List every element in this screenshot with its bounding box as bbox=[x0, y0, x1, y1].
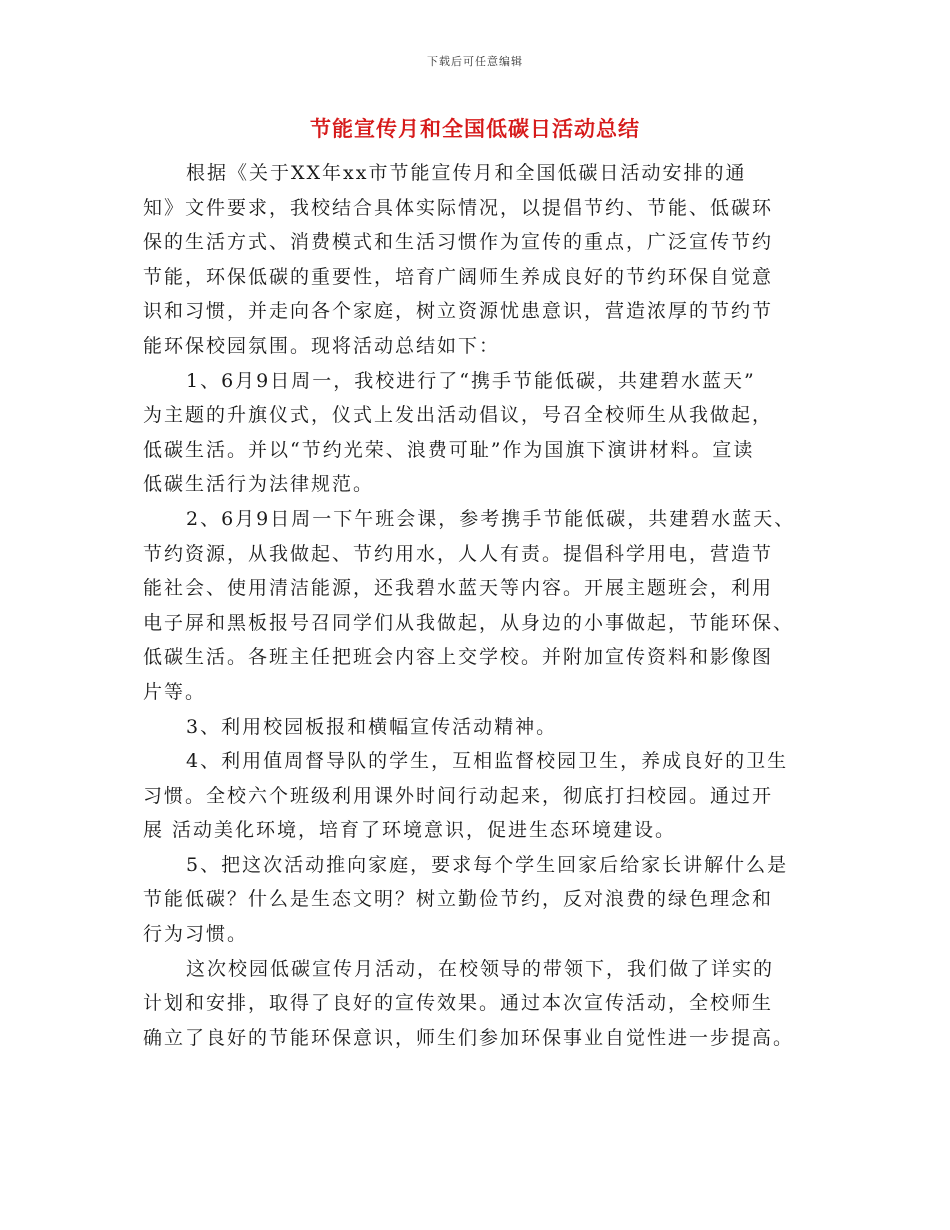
text-line: 行为习惯。 bbox=[143, 923, 249, 946]
text-line: 低碳生活。各班主任把班会内容上交学校。并附加宣传资料和影像图 bbox=[143, 646, 774, 669]
document-title: 节能宣传月和全国低碳日活动总结 bbox=[310, 116, 640, 141]
text-line: 节能，环保低碳的重要性，培育广阔师生养成良好的节约环保自觉意 bbox=[143, 265, 774, 288]
text-line: 计划和安排，取得了良好的宣传效果。通过本次宣传活动，全校师生 bbox=[143, 992, 774, 1015]
text-line: 习惯。全校六个班级利用课外时间行动起来，彻底打扫校园。通过开 bbox=[143, 784, 774, 807]
text-line: 电子屏和黑板报号召同学们从我做起，从身边的小事做起，节能环保、 bbox=[143, 611, 795, 634]
text-line: 片等。 bbox=[143, 680, 207, 703]
text-line: 节约资源，从我做起、节约用水，人人有责。提倡科学用电，营造节 bbox=[143, 542, 774, 565]
text-line: 2、6月9日周一下午班会课，参考携手节能低碳，共建碧水蓝天、 bbox=[186, 507, 796, 530]
text-line: 节能低碳？什么是生态文明？树立勤俭节约，反对浪费的绿色理念和 bbox=[143, 888, 774, 911]
text-line: 展 活动美化环境，培育了环境意识，促进生态环境建设。 bbox=[143, 819, 677, 842]
text-line: 知》文件要求，我校结合具体实际情况，以提倡节约、节能、低碳环 bbox=[143, 196, 774, 219]
text-line: 3、利用校园板报和横幅宣传活动精神。 bbox=[186, 715, 558, 738]
text-line: 能环保校园氛围。现将活动总结如下： bbox=[143, 334, 501, 357]
text-line: 为主题的升旗仪式，仪式上发出活动倡议，号召全校师生从我做起， bbox=[143, 404, 774, 427]
text-line: 1、6月9日周一，我校进行了“携手节能低碳，共建碧水蓝天” bbox=[186, 369, 756, 392]
text-line: 能社会、使用清洁能源，还我碧水蓝天等内容。开展主题班会，利用 bbox=[143, 577, 774, 600]
text-line: 识和习惯，并走向各个家庭，树立资源忧患意识，营造浓厚的节约节 bbox=[143, 300, 774, 323]
document-body bbox=[143, 156, 813, 1055]
text-line: 低碳生活行为法律规范。 bbox=[143, 473, 375, 496]
text-line: 5、把这次活动推向家庭，要求每个学生回家后给家长讲解什么是 bbox=[186, 853, 789, 876]
text-line: 这次校园低碳宣传月活动，在校领导的带领下，我们做了详实的 bbox=[186, 957, 775, 980]
text-line: 低碳生活。并以“节约光荣、浪费可耻”作为国旗下演讲材料。宣读 bbox=[143, 438, 755, 461]
text-line: 确立了良好的节能环保意识，师生们参加环保事业自觉性进一步提高。 bbox=[143, 1026, 795, 1049]
text-line: 保的生活方式、消费模式和生活习惯作为宣传的重点，广泛宣传节约 bbox=[143, 231, 774, 254]
text-line: 根据《关于XX年xx市节能宣传月和全国低碳日活动安排的通 bbox=[186, 162, 747, 184]
text-line: 4、利用值周督导队的学生，互相监督校园卫生，养成良好的卫生 bbox=[186, 750, 789, 773]
header-note: 下载后可任意编辑 bbox=[427, 55, 523, 68]
